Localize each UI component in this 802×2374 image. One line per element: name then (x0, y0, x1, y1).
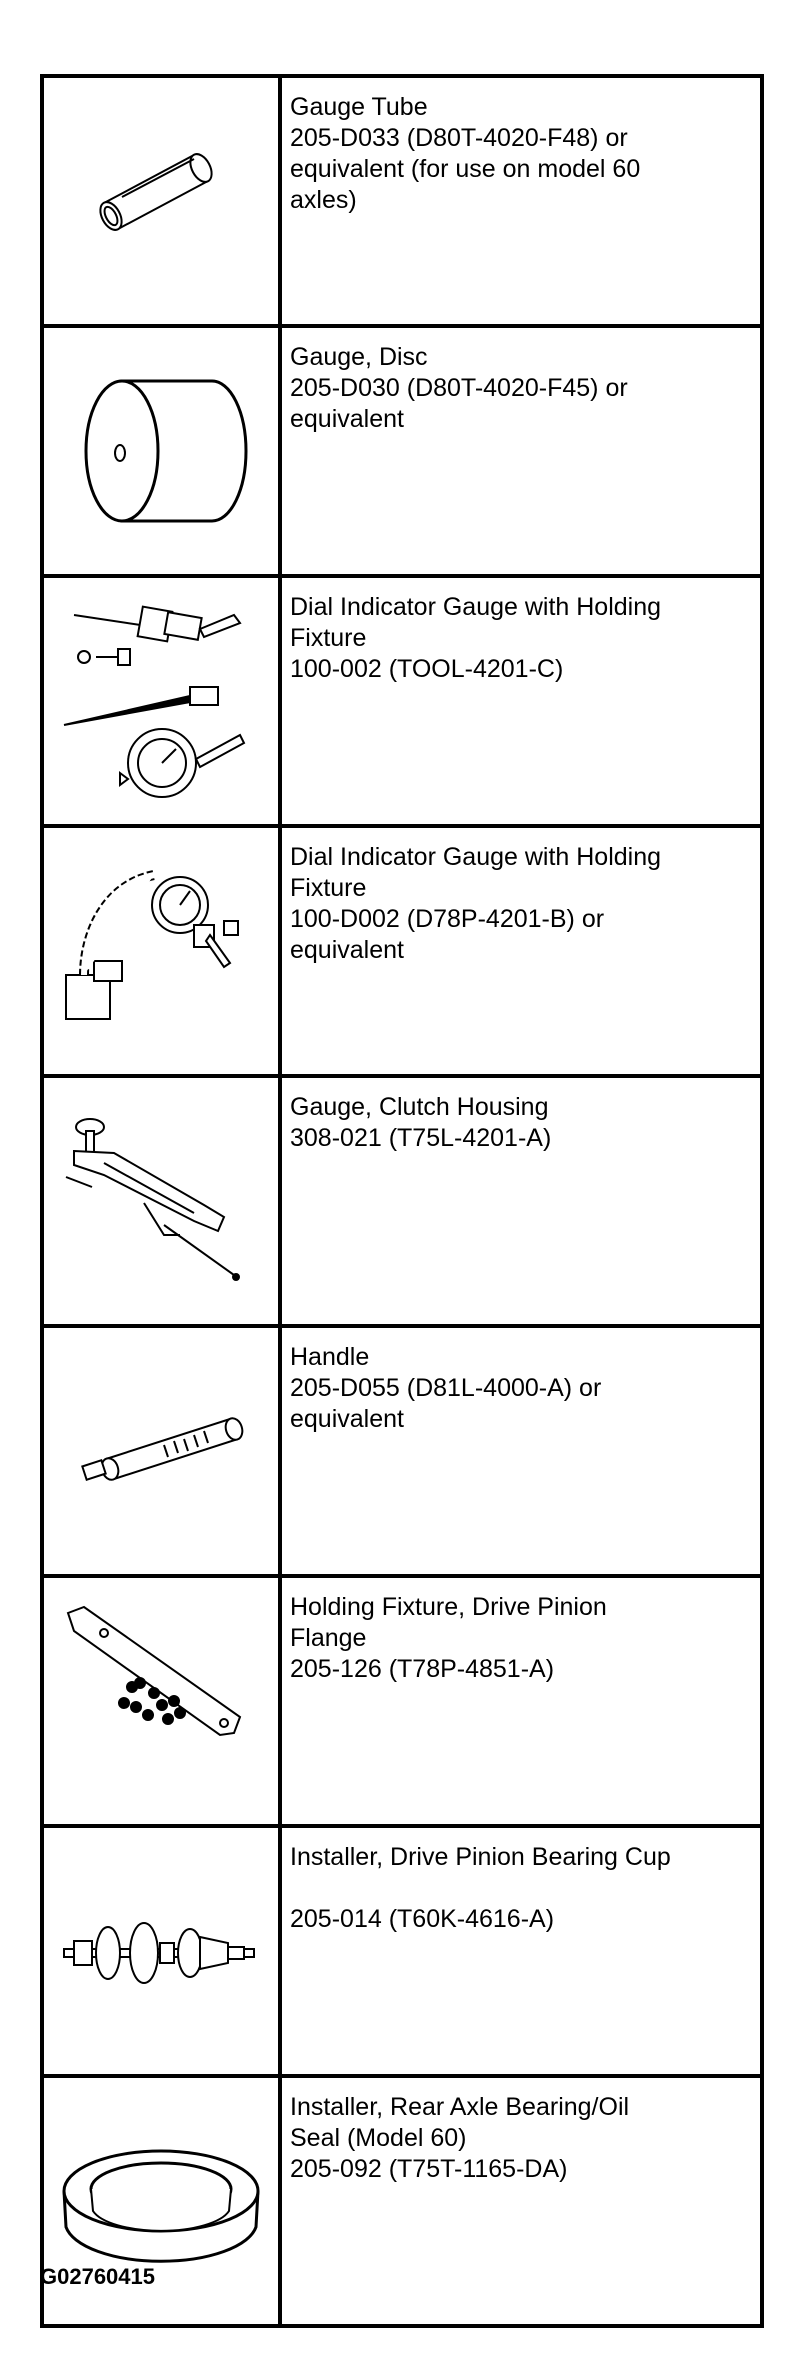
tool-part-number: 205-D055 (D81L-4000-A) or (290, 1374, 602, 1402)
tool-name: Holding Fixture, Drive Pinion (290, 1593, 607, 1621)
tool-description (280, 1076, 762, 1326)
tool-illustration-cell (42, 1326, 280, 1576)
tool-name: Dial Indicator Gauge with Holding (290, 843, 662, 871)
tool-part-number: 100-D002 (D78P-4201-B) or (290, 905, 605, 933)
magnetic-dial-indicator-icon (44, 835, 278, 1067)
tool-description (280, 576, 762, 826)
tool-illustration-cell (42, 76, 280, 326)
tool-description (280, 76, 762, 326)
tool-illustration-cell (42, 826, 280, 1076)
tool-description (280, 326, 762, 576)
tool-name-continued: Fixture (290, 874, 367, 902)
tool-note: equivalent (290, 1405, 404, 1433)
tool-part-number: 308-021 (T75L-4201-A) (290, 1124, 552, 1152)
tool-row (42, 1076, 762, 1326)
disc-gauge-icon (44, 335, 278, 567)
tool-row (42, 576, 762, 826)
tool-row (42, 1826, 762, 2076)
tool-illustration-cell (42, 1576, 280, 1826)
tool-description (280, 1826, 762, 2076)
gauge-tube-icon (44, 85, 278, 317)
bearing-cup-installer-icon (44, 1835, 278, 2067)
tool-part-number: 205-092 (T75T-1165-DA) (290, 2155, 568, 2183)
tool-description (280, 2076, 762, 2326)
pinion-flange-fixture-icon (44, 1585, 278, 1817)
tool-note: axles) (290, 186, 357, 214)
tool-illustration-cell (42, 576, 280, 826)
tool-name: Handle (290, 1343, 370, 1371)
clutch-housing-gauge-icon (44, 1085, 278, 1317)
dial-indicator-fixture-icon (44, 585, 278, 817)
tool-name-continued: Flange (290, 1624, 367, 1652)
tool-row (42, 826, 762, 1076)
tool-name: Gauge, Disc (290, 343, 428, 371)
spacer (290, 1873, 748, 1904)
tool-row (42, 76, 762, 326)
tool-row (42, 326, 762, 576)
special-tools-table (40, 74, 764, 2328)
tool-name-continued: Fixture (290, 624, 367, 652)
tool-note: equivalent (290, 405, 404, 433)
tool-part-number: 205-D033 (D80T-4020-F48) or (290, 124, 628, 152)
tool-part-number: 205-014 (T60K-4616-A) (290, 1905, 555, 1933)
tool-note: equivalent (290, 936, 404, 964)
tool-name: Installer, Rear Axle Bearing/Oil (290, 2093, 630, 2121)
tool-illustration-cell (42, 1826, 280, 2076)
tool-part-number: 205-126 (T78P-4851-A) (290, 1655, 555, 1683)
handle-icon (44, 1335, 278, 1567)
tool-note: equivalent (for use on model 60 (290, 155, 641, 183)
tool-name: Dial Indicator Gauge with Holding (290, 593, 662, 621)
tool-description (280, 1576, 762, 1826)
tool-description (280, 826, 762, 1076)
tool-part-number: 100-002 (TOOL-4201-C) (290, 655, 564, 683)
figure-code: G02760415 (40, 2264, 155, 2289)
tool-row (42, 1326, 762, 1576)
tool-name-continued: Seal (Model 60) (290, 2124, 467, 2152)
tool-name: Installer, Drive Pinion Bearing Cup (290, 1843, 671, 1871)
tool-name: Gauge, Clutch Housing (290, 1093, 549, 1121)
tool-illustration-cell (42, 1076, 280, 1326)
tool-illustration-cell (42, 326, 280, 576)
tool-row (42, 1576, 762, 1826)
tool-part-number: 205-D030 (D80T-4020-F45) or (290, 374, 628, 402)
tool-name: Gauge Tube (290, 93, 428, 121)
tool-description (280, 1326, 762, 1576)
